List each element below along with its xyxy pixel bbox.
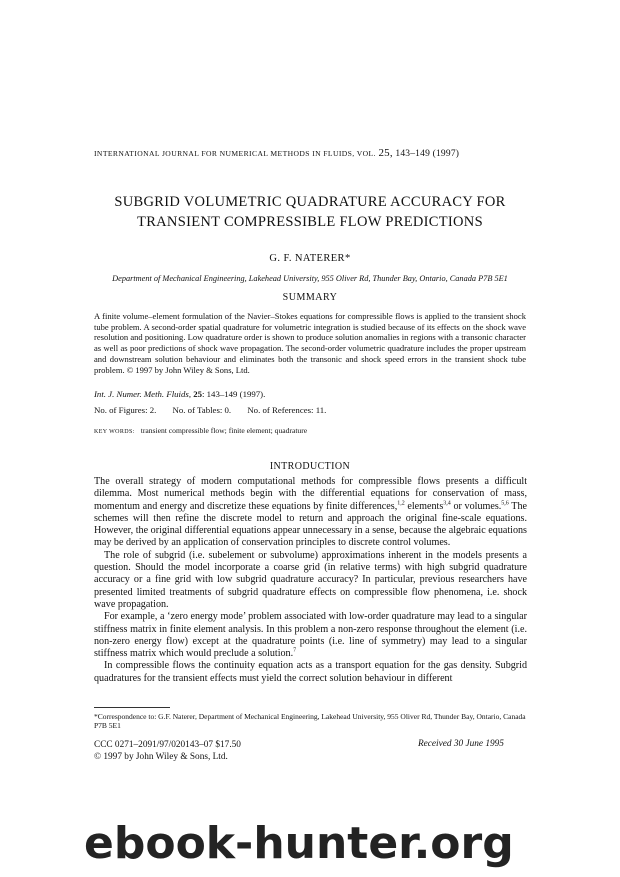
summary-heading: SUMMARY	[282, 292, 338, 303]
journal-volume: 25,	[378, 147, 393, 159]
keywords	[94, 426, 307, 435]
citation: Int. J. Numer. Meth. Fluids, 25: 143–149 (1997).	[94, 389, 266, 399]
correspondence-footnote: *Correspondence to: G.F. Naterer, Department of Mechanical Engineering, Lakehead University, 955 Oliver Rd, Thunder Bay, Ontario, Canada P7B 5E1	[94, 712, 526, 731]
reference-count: No. of References: 11.	[247, 405, 327, 415]
publication-code	[94, 739, 241, 763]
author-affiliation: Department of Mechanical Engineering, Lakehead University, 955 Oliver Rd, Thunder Bay, Ontario, Canada P7B 5E1	[112, 274, 508, 283]
introduction-heading: INTRODUCTION	[269, 461, 351, 472]
copyright-line: © 1997 by John Wiley & Sons, Ltd.	[94, 752, 228, 762]
paper-title-line-2: TRANSIENT COMPRESSIBLE FLOW PREDICTIONS	[137, 214, 483, 230]
paper-title-line-1: SUBGRID VOLUMETRIC QUADRATURE ACCURACY FOR	[114, 194, 506, 210]
author-name: G. F. NATERER*	[269, 253, 351, 264]
citation-journal: Int. J. Numer. Meth. Fluids	[94, 389, 189, 399]
ccc-code: CCC 0271–2091/97/020143–07 $17.50	[94, 740, 241, 750]
citation-rest: : 143–149 (1997).	[202, 389, 266, 399]
reference-marker: 7	[293, 647, 297, 654]
citation-volume: 25	[193, 389, 203, 399]
footnote-divider	[94, 707, 170, 708]
paper-title	[60, 192, 560, 232]
counts-line	[94, 405, 340, 415]
journal-pages-year: 143–149 (1997)	[395, 149, 460, 159]
intro-paragraph-4: In compressible flows the continuity equation acts as a transport equation for the gas density. Subgrid quadratures for the transient effects must yield the correct solution behaviour in different	[94, 660, 527, 684]
table-count: No. of Tables: 0.	[172, 405, 232, 415]
intro-paragraph-1: The overall strategy of modern computational methods for compressible flows presents a difficult dilemma. Most numerical methods begin with the differential equations for conservation of mass, momentum and energy and discretize these equations by finite differences,$^{1,2}$ elements$^{3,4}$ or volumes.$^{5,6}$ The schemes will then refine the discrete model to return and approach the original fine-scale equations. However, the original differential equations appear unnecessary in a sense, because the algebraic equations may be derived by an application of conservation principles to discrete control volumes.	[94, 476, 527, 549]
reference-marker: 3,4	[443, 500, 451, 507]
watermark: ebook-hunter.org	[84, 818, 514, 869]
received-date: Received 30 June 1995	[418, 739, 504, 749]
figure-count: No. of Figures: 2.	[94, 405, 157, 415]
reference-marker: 5,6	[501, 500, 509, 507]
introduction-body	[94, 476, 527, 685]
summary-text: A finite volume–element formulation of the Navier–Stokes equations for compressible flows is applied to the transient shock tube problem. A second-order spatial quadrature for volumetric integration is studied because of its effects on the shock wave resolution and positioning. Low quadrature order is shown to produce solution anomalies in regions with a transonic character as well as poor predictions of shock wave propagation. The second-order volumetric quadrature includes the proper upstream and downstream solution behaviour and eliminates both the transonic and shock speed errors in the transient shock tube problem. © 1997 by John Wiley & Sons, Ltd.	[94, 311, 526, 375]
keywords-text: transient compressible flow; finite element; quadrature	[140, 426, 308, 435]
keywords-label: KEY WORDS:	[94, 429, 135, 435]
intro-paragraph-2: The role of subgrid (i.e. subelement or subvolume) approximations inherent in the models presents a question. Should the model incorporate a coarse grid (in relative terms) with high subgrid quadrature accuracy or a fine grid with low subgrid quadrature accuracy? In particular, previous researchers have presented limited treatments of subgrid quadrature effects on compressible flow phenomena, i.e. shock wave propagation.	[94, 549, 527, 610]
intro-paragraph-3: For example, a ‘zero energy mode’ problem associated with low-order quadrature may lead to a singular stiffness matrix in finite element analysis. In this problem a non-zero response throughout the element (i.e. non-zero energy flow) except at the quadrature points (i.e. line of symmetry) may lead to a singular stiffness matrix which would preclude a solution.$^7$	[94, 611, 527, 660]
journal-header	[94, 147, 459, 159]
journal-name: INTERNATIONAL JOURNAL FOR NUMERICAL METHODS IN FLUIDS, VOL.	[94, 149, 376, 158]
reference-marker: 1,2	[397, 500, 405, 507]
